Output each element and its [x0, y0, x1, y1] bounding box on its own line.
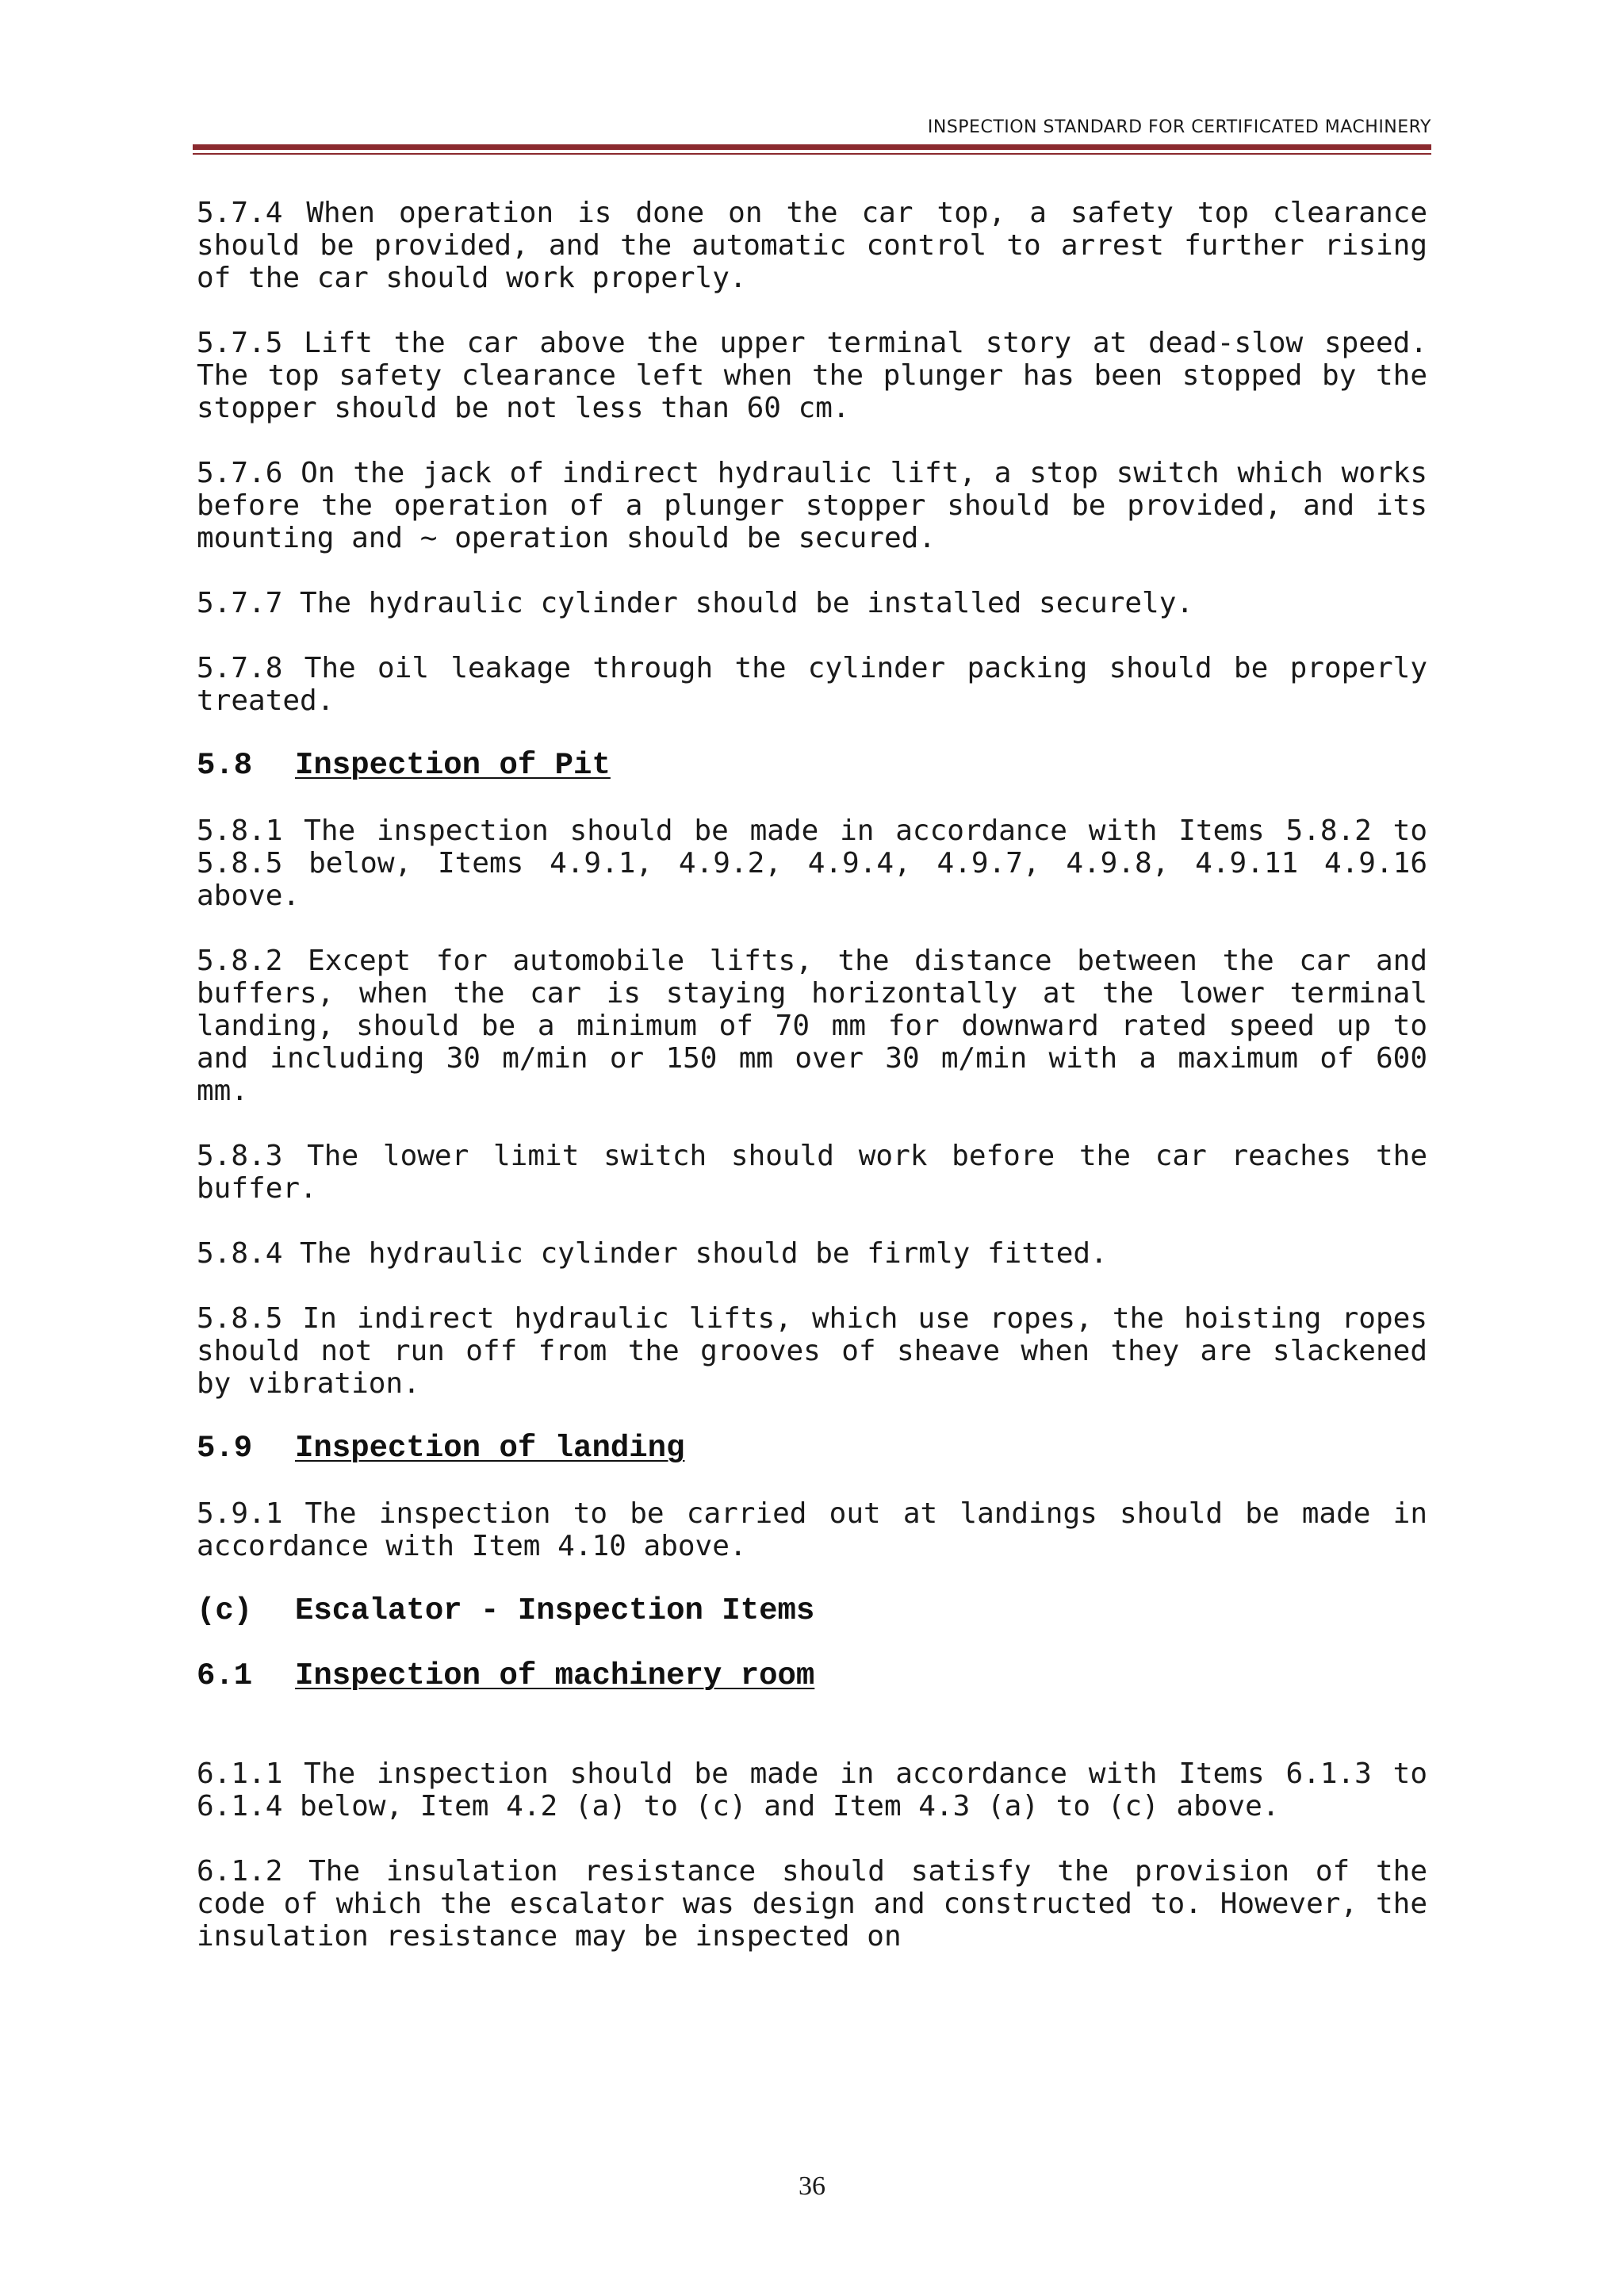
part-title: Escalator - Inspection Items [295, 1593, 815, 1628]
section-number: 5.8 [197, 748, 253, 783]
section-number: 5.9 [197, 1431, 253, 1466]
paragraph-5-7-4: 5.7.4 When operation is done on the car top, a safety top clearance should be provided, and the automatic control to arrest further rising of the car should work properly. [197, 197, 1427, 294]
paragraph-5-8-4: 5.8.4 The hydraulic cylinder should be firmly fitted. [197, 1237, 1108, 1270]
paragraph-5-8-1: 5.8.1 The inspection should be made in accordance with Items 5.8.2 to 5.8.5 below, Items 4.9.1, 4.9.2, 4.9.4, 4.9.7, 4.9.8, 4.9.11 4.9.16 above. [197, 815, 1427, 912]
section-number: 6.1 [197, 1658, 253, 1693]
section-title: Inspection of landing [295, 1431, 685, 1466]
paragraph-5-7-6: 5.7.6 On the jack of indirect hydraulic lift, a stop switch which works before the operation of a plunger stopper should be provided, and its mounting and ~ operation should be secured. [197, 457, 1427, 554]
section-heading-5-9 [197, 1432, 1427, 1465]
header-rule-thin [193, 153, 1431, 155]
paragraph-5-7-8: 5.7.8 The oil leakage through the cylinder packing should be properly treated. [197, 652, 1427, 717]
paragraph-5-8-2: 5.8.2 Except for automobile lifts, the distance between the car and buffers, when the car is staying horizontally at the lower terminal landing, should be a minimum of 70 mm for downward rated speed up to and including 30 m/min or 150 mm over 30 m/min with a maximum of 600 mm. [197, 945, 1427, 1107]
part-heading-c [197, 1595, 1427, 1627]
paragraph-5-8-3: 5.8.3 The lower limit switch should work before the car reaches the buffer. [197, 1140, 1427, 1205]
page-body [197, 197, 1427, 1985]
paragraph-5-9-1: 5.9.1 The inspection to be carried out at landings should be made in accordance with Item 4.10 above. [197, 1497, 1427, 1562]
paragraph-5-7-7: 5.7.7 The hydraulic cylinder should be installed securely. [197, 587, 1194, 619]
page-number: 36 [799, 2171, 825, 2201]
section-title: Inspection of machinery room [295, 1658, 815, 1693]
paragraph-5-7-5: 5.7.5 Lift the car above the upper terminal story at dead-slow speed. The top safety clearance left when the plunger has been stopped by the stopper should be not less than 60 cm. [197, 327, 1427, 424]
header-rule-thick [193, 144, 1431, 150]
paragraph-5-8-5: 5.8.5 In indirect hydraulic lifts, which use ropes, the hoisting ropes should not run off from the grooves of sheave when they are slackened by vibration. [197, 1302, 1427, 1400]
part-label: (c) [197, 1593, 253, 1628]
section-title: Inspection of Pit [295, 748, 611, 783]
section-heading-6-1 [197, 1660, 1427, 1692]
paragraph-6-1-2: 6.1.2 The insulation resistance should satisfy the provision of the code of which the escalator was design and constructed to. However, the insulation resistance may be inspected on [197, 1855, 1427, 1953]
section-heading-5-8 [197, 749, 1427, 782]
paragraph-6-1-1: 6.1.1 The inspection should be made in accordance with Items 6.1.3 to 6.1.4 below, Item 4.2 (a) to (c) and Item 4.3 (a) to (c) above. [197, 1757, 1427, 1823]
running-header-title: INSPECTION STANDARD FOR CERTIFICATED MACHINERY [927, 117, 1431, 137]
